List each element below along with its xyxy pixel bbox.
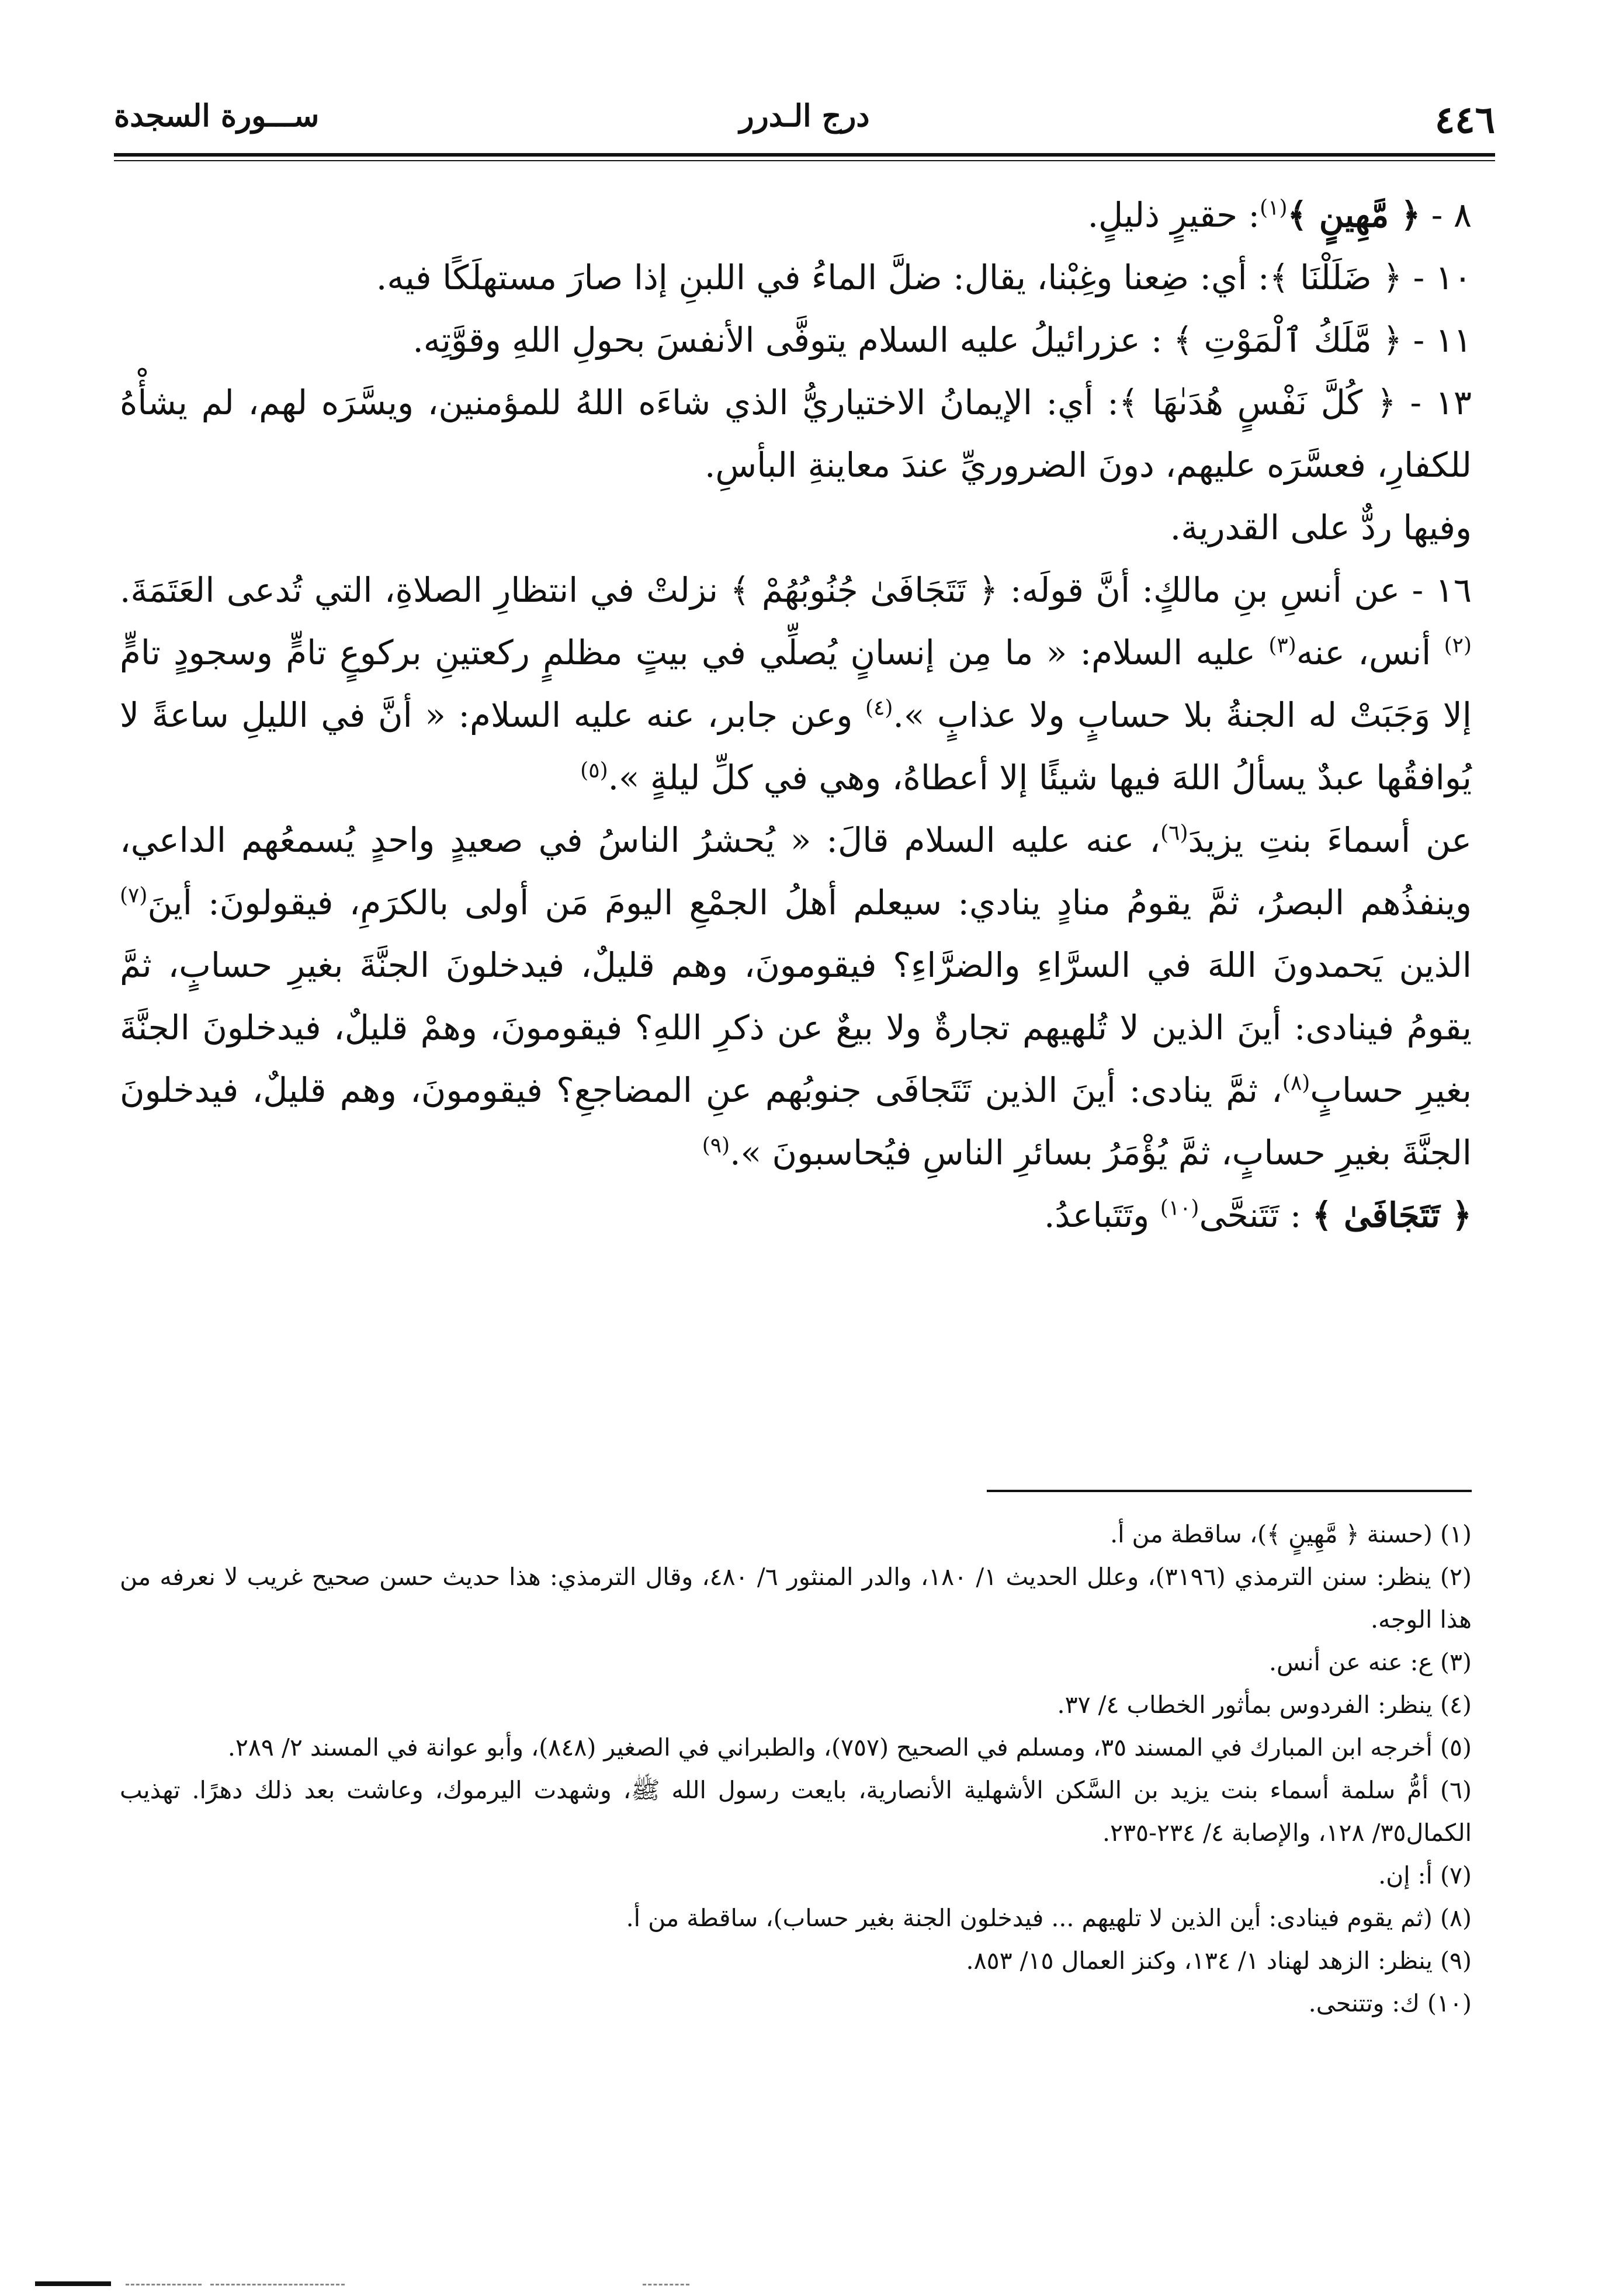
scan-edge-mark (35, 2281, 111, 2286)
tatajafa-gloss-a: : تَتَنحَّى (1199, 1195, 1312, 1235)
tatajafa-entry (120, 1184, 1472, 1247)
header-rule (114, 153, 1495, 157)
footnote-9: (٩) ينظر: الزهد لهناد ١/ ١٣٤، وكنز العمال ١٥/ ٨٥٣. (966, 1947, 1472, 1975)
scan-edge-dash (210, 2284, 345, 2285)
scan-edge-dash (643, 2284, 689, 2285)
footnote-ref-7: (٧) (120, 883, 148, 908)
book-title: درج الـدرر (739, 98, 870, 134)
footnote-ref-10: (١٠) (1160, 1196, 1199, 1220)
tatajafa-quran: ﴿ تَتَجَافَىٰ ﴾ (1312, 1195, 1472, 1235)
tatajafa-gloss-b: وتَتَباعدُ. (1043, 1195, 1160, 1235)
footnote-10: (١٠) ك: وتتنحى. (1308, 1989, 1472, 2017)
footnote-6: (٦) أمُّ سلمة أسماء بنت يزيد بن السَّكن الأشهلية الأنصارية، بايعت رسول الله ﷺ، وشهدت اليرموك، وعاشت بعد ذلك دهرًا. تهذيب الكمال٣٥/ ١٢٨، والإصابة ٤/ ٢٣٤-٢٣٥. (120, 1776, 1472, 1847)
footnotes (120, 1513, 1472, 2025)
footnote-7: (٧) أ: إن. (1378, 1861, 1472, 1889)
asma-hadith (120, 809, 1472, 1184)
verse-16-text-b: أنس، عنه (1296, 633, 1444, 672)
verse-8-entry (120, 184, 1472, 247)
verse-8-gloss: : حقيرٍ ذليلٍ. (1087, 195, 1260, 235)
footnote-8: (٨) (ثم يقوم فينادى: أين الذين لا تلهيهم ... فيدخلون الجنة بغير حساب)، ساقطة من أ. (626, 1904, 1472, 1932)
asma-text-d: ، ثمَّ ينادى: أينَ الذين تَتَجافَى جنوبُهم عنِ المضاجعِ؟ فيقومونَ، وهم قليلٌ، فيدخلونَ الجنَّةَ بغيرِ حسابٍ، ثمَّ يُؤْمَرُ بسائرِ الناسِ فيُحاسبونَ ». (120, 1070, 1472, 1173)
footnote-separator (987, 1490, 1472, 1492)
surah-title: ســـورة السجدة (114, 98, 320, 134)
verse-13-note: وفيها ردٌّ على القدرية. (1170, 508, 1472, 547)
footnote-ref-9: (٩) (702, 1133, 730, 1158)
footnote-ref-1: (١) (1260, 196, 1288, 220)
footnote-ref-6: (٦) (1160, 821, 1188, 845)
footnote-ref-3: (٣) (1268, 633, 1296, 658)
asma-text-c: الذين يَحمدونَ اللهَ في السرَّاءِ والضرَّاءِ؟ فيقومونَ، وهم قليلٌ، فيدخلونَ الجنَّةَ بغيرِ حسابٍ، ثمَّ يقومُ فينادى: أينَ الذين لا تُلهيهم تجارةٌ ولا بيعٌ عن ذكرِ اللهِ؟ فيقومونَ، وهمْ قليلٌ، فيدخلونَ الجنَّةَ بغيرِ حسابٍ (120, 945, 1472, 1110)
footnote-2: (٢) ينظر: سنن الترمذي (٣١٩٦)، وعلل الحديث ١/ ١٨٠، والدر المنثور ٦/ ٤٨٠، وقال الترمذي: هذا حديث حسن صحيح غريب لا نعرفه من هذا الوجه. (120, 1563, 1472, 1633)
asma-text-a: عن أسماءَ بنتِ يزيدَ (1188, 820, 1472, 860)
verse-13-entry: ١٣ - ﴿ كُلَّ نَفْسٍ هُدَىٰهَا ﴾: أي: الإيمانُ الاختياريُّ الذي شاءَه اللهُ للمؤمنين، ويسَّرَه لهم، لم يشأْهُ للكفارِ، فعسَّرَه عليهم، دونَ الضروريِّ عندَ معاينةِ البأسِ. (120, 383, 1472, 485)
verse-16-entry (120, 559, 1472, 809)
verse-8-number: ٨ - (1420, 195, 1472, 235)
footnote-ref-4: (٤) (865, 696, 893, 720)
verse-16-text-c: عليه السلام: « ما مِن إنسانٍ يُصلِّي في بيتٍ مظلمٍ ركعتينِ بركوعٍ تامٍّ وسجودٍ تامٍّ إلا وَجَبَتْ له الجنةُ بلا حسابٍ ولا عذابٍ ». (120, 633, 1472, 735)
verse-16-text-a: ١٦ - عن أنسِ بنِ مالكٍ: أنَّ قولَه: ﴿ تَتَجَافَىٰ جُنُوبُهُمْ ﴾ نزلتْ في انتظارِ الصلاةِ، التي تُدعى العَتَمَةَ. (120, 570, 1472, 610)
footnote-3: (٣) ع: عنه عن أنس. (1268, 1648, 1472, 1676)
asma-text-b: ، عنه عليه السلام قالَ: « يُحشرُ الناسُ في صعيدٍ واحدٍ يُسمعُهم الداعي، وينفذُهم البصرُ، ثمَّ يقومُ منادٍ ينادي: سيعلم أهلُ الجمْعِ اليومَ مَن أولى بالكرَمِ، فيقولونَ: أينَ (120, 820, 1472, 922)
header-rule-thin (114, 160, 1495, 161)
footnote-4: (٤) ينظر: الفردوس بمأثور الخطاب ٤/ ٣٧. (1057, 1691, 1472, 1719)
footnote-ref-5: (٥) (580, 758, 608, 783)
footnote-5: (٥) أخرجه ابن المبارك في المسند ٣٥، ومسلم في الصحيح (٧٥٧)، والطبراني في الصغير (٨٤٨)، وأبو عوانة في المسند ٢/ ٢٨٩. (227, 1733, 1472, 1761)
verse-8-quran: ﴿ مَّهِينٍ ﴾ (1287, 195, 1421, 235)
scan-edge-dash (126, 2284, 202, 2285)
running-head (114, 98, 1495, 145)
verse-10-entry: ١٠ - ﴿ ضَلَلْنَا ﴾: أي: ضِعنا وغِبْنا، يقال: ضلَّ الماءُ في اللبنِ إذا صارَ مستهلَكًا فيه. (376, 258, 1472, 297)
footnote-1: (١) (حسنة ﴿ مَّهِينٍ ﴾)، ساقطة من أ. (1110, 1520, 1472, 1548)
page-number: ٤٤٦ (1434, 98, 1495, 142)
verse-11-entry: ١١ - ﴿ مَّلَكُ ٱلْمَوْتِ ﴾ : عزرائيلُ عليه السلام يتوفَّى الأنفسَ بحولِ اللهِ وقوَّتِه. (412, 320, 1472, 360)
main-text (120, 184, 1472, 1247)
verse-16-text-d: وعن جابر، عنه عليه السلام: « أنَّ في الليلِ ساعةً لا يُوافقُها عبدٌ يسألُ اللهَ فيها شيئًا إلا أعطاهُ، وهي في كلِّ ليلةٍ ». (120, 695, 1472, 797)
footnote-ref-2: (٢) (1444, 633, 1472, 658)
footnote-ref-8: (٨) (1282, 1071, 1310, 1095)
